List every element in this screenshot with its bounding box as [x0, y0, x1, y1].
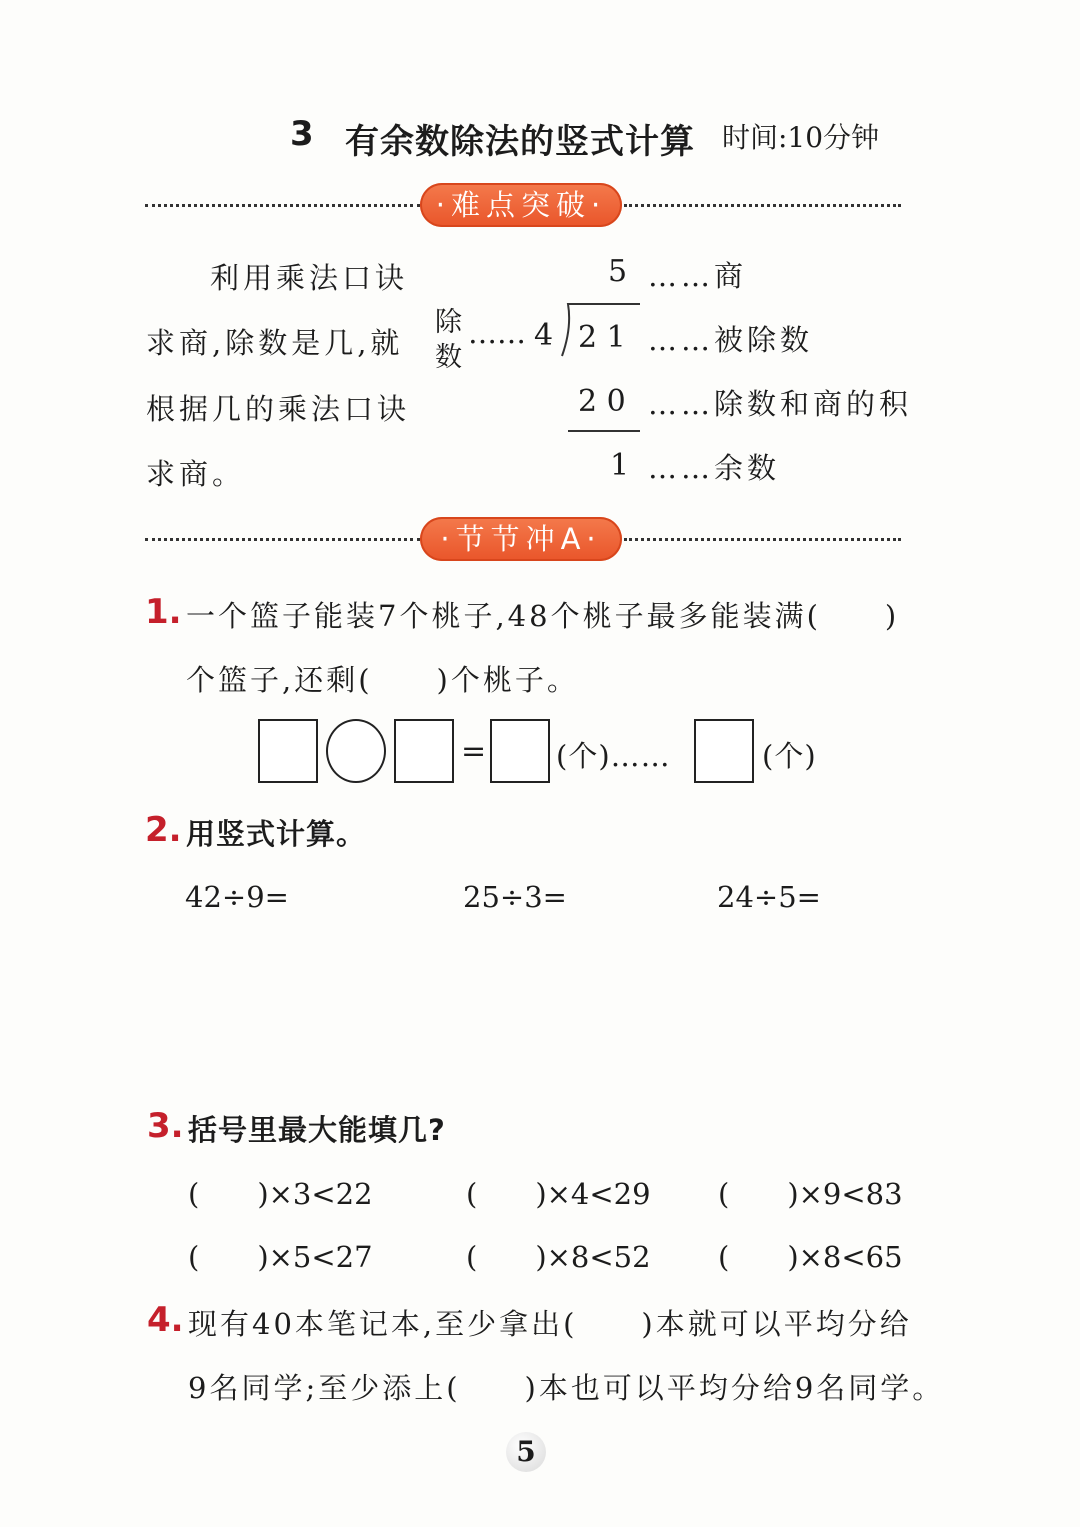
answer-box[interactable] — [694, 719, 754, 783]
tip-line: 求商,除数是几,就 — [146, 326, 404, 360]
divider-left — [145, 204, 420, 207]
equals-sign: = — [461, 734, 487, 769]
inequality: ( )×4<29 — [466, 1177, 651, 1211]
tip-line: 根据几的乘法口诀 — [146, 392, 411, 426]
unit-label: (个)…… — [556, 739, 671, 773]
section-number: 3 — [290, 114, 314, 154]
remainder-label: ……余数 — [648, 451, 781, 485]
question-text: 9名同学;至少添上( )本也可以平均分给9名同学。 — [188, 1371, 945, 1405]
tip-line: 利用乘法口诀 — [210, 261, 409, 295]
time-label: 时间:10分钟 — [722, 121, 880, 154]
divider-right — [624, 204, 901, 207]
subtraction-line — [568, 430, 640, 432]
answer-box[interactable] — [490, 719, 550, 783]
answer-box[interactable] — [394, 719, 454, 783]
inequality: ( )×5<27 — [188, 1240, 373, 1274]
operator-circle[interactable] — [326, 719, 386, 783]
section-badge-practice: ·节节冲A· — [420, 517, 622, 561]
answer-box[interactable] — [258, 719, 318, 783]
product-label: ……除数和商的积 — [648, 387, 913, 421]
inequality: ( )×3<22 — [188, 1177, 373, 1211]
divisor-label-top: 除 — [435, 307, 466, 338]
question-text: 一个篮子能装7个桃子,48个桃子最多能装满( ) — [186, 599, 900, 633]
section-badge-difficulty: ·难点突破· — [420, 183, 622, 227]
question-text: 现有40本笔记本,至少拿出( )本就可以平均分给 — [188, 1307, 912, 1341]
question-text: 个篮子,还剩( )个桃子。 — [186, 663, 579, 697]
quotient: 5 — [608, 254, 628, 289]
question-number: 4. — [147, 1300, 184, 1340]
dividend: 2 1 — [578, 320, 626, 355]
unit-label: (个) — [762, 739, 817, 773]
calc-problem: 25÷3= — [463, 880, 567, 914]
question-number: 2. — [145, 810, 182, 850]
divider-left — [145, 538, 420, 541]
question-number: 3. — [147, 1106, 184, 1146]
question-number: 1. — [145, 592, 182, 632]
divider-right — [624, 538, 901, 541]
divisor-label-bottom: 数 — [435, 342, 466, 373]
quotient-label: ……商 — [648, 259, 748, 293]
tip-line: 求商。 — [146, 457, 246, 491]
question-text: 括号里最大能填几? — [188, 1113, 446, 1147]
divisor: 4 — [534, 318, 554, 353]
inequality: ( )×8<65 — [718, 1240, 903, 1274]
calc-problem: 42÷9= — [185, 880, 289, 914]
inequality: ( )×9<83 — [718, 1177, 903, 1211]
dividend-label: ……被除数 — [648, 323, 814, 357]
remainder: 1 — [610, 448, 630, 483]
question-text: 用竖式计算。 — [186, 817, 367, 851]
page-number: 5 — [506, 1432, 546, 1472]
calc-problem: 24÷5= — [717, 880, 821, 914]
divisor-dots: …… — [468, 316, 526, 350]
inequality: ( )×8<52 — [466, 1240, 651, 1274]
product: 2 0 — [578, 384, 626, 419]
page-title: 有余数除法的竖式计算 — [345, 122, 695, 162]
